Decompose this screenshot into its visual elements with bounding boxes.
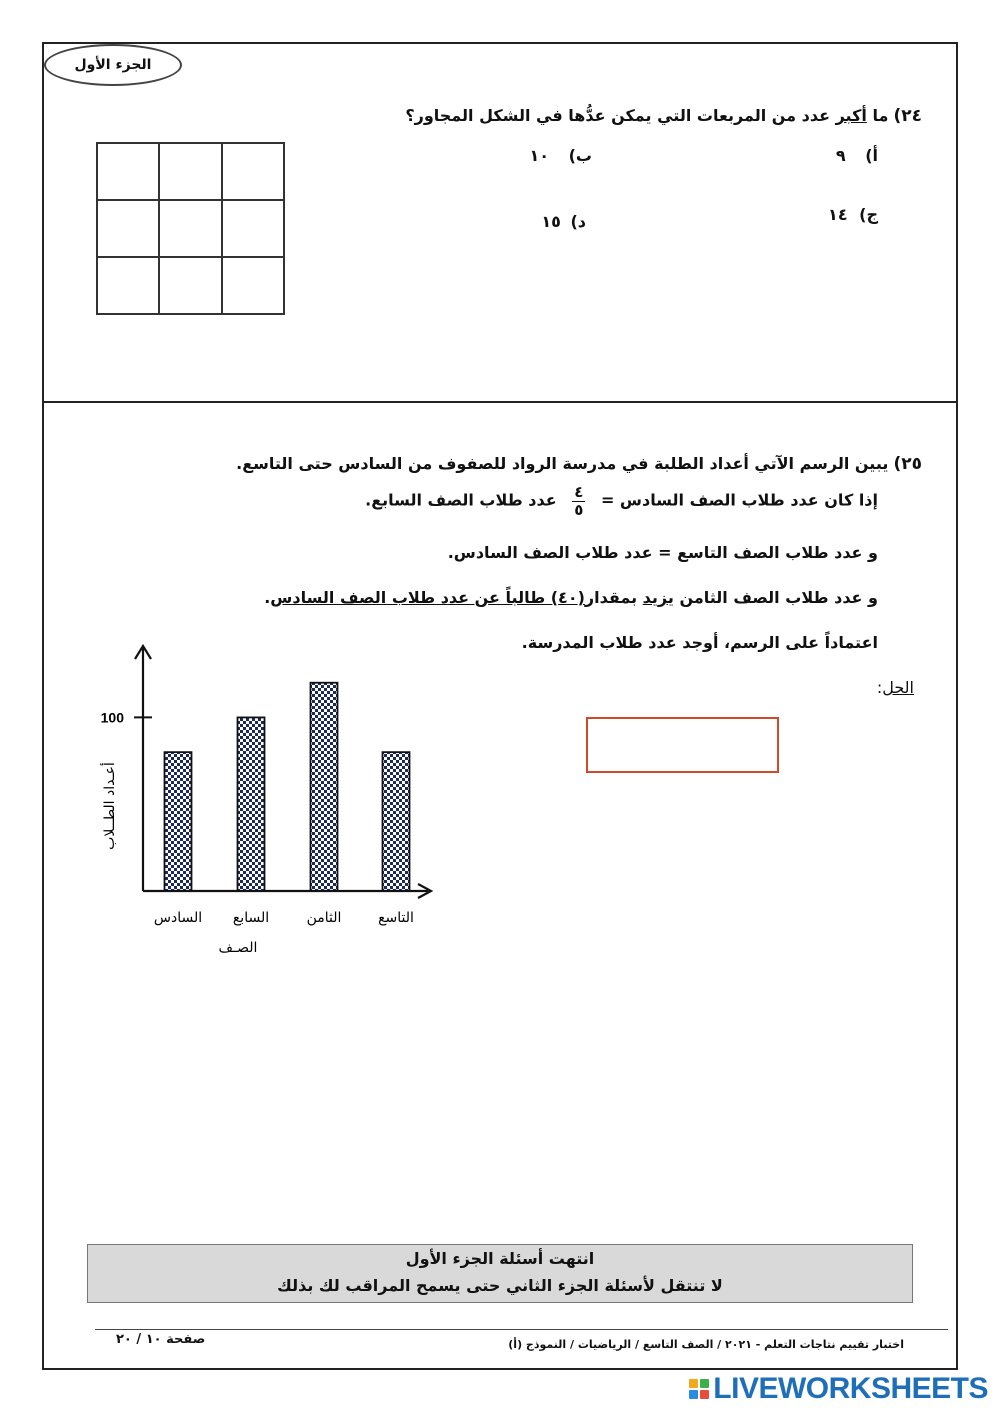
liveworksheets-logo xyxy=(689,1372,988,1406)
footer-rule xyxy=(95,1329,948,1330)
q25-line2-pre: إذا كان عدد طلاب الصف السادس = xyxy=(600,490,878,510)
y-axis-title: أعـداد الطــلاب xyxy=(102,762,118,850)
squares-grid-figure xyxy=(96,142,285,315)
q24-option-b-label: ب) xyxy=(568,146,592,165)
q25-line4-end: . xyxy=(264,588,271,607)
grid-cell xyxy=(159,257,221,314)
grid-cell xyxy=(97,143,159,200)
q25-line4-pre: و عدد طلاب الصف الثامن xyxy=(673,588,878,607)
q25-line5-text: اعتماداً على الرسم، أوجد عدد طلاب المدرسة. xyxy=(521,633,878,652)
q25-line2 xyxy=(365,484,878,518)
q24-option-d-value: ١٥ xyxy=(541,212,561,231)
q24-option-c-value: ١٤ xyxy=(828,205,848,224)
bar-4 xyxy=(383,752,410,891)
q24-option-b-value: ١٠ xyxy=(529,146,550,165)
solution-label-colon: : xyxy=(876,678,883,697)
bar-3 xyxy=(311,683,338,891)
x-tick-label: الثامن xyxy=(306,910,342,926)
q25-line4 xyxy=(264,588,878,607)
q24-option-c[interactable] xyxy=(828,205,878,224)
page-number xyxy=(116,1332,205,1347)
liveworksheets-logo-text: LIVEWORKSHEETS xyxy=(713,1372,988,1405)
q25-fraction-numerator: ٤ xyxy=(574,483,584,501)
q25-line4-underlined-1: يزيد xyxy=(642,588,674,607)
bar-2 xyxy=(238,717,265,891)
chart-bars xyxy=(165,683,410,891)
grid-cell xyxy=(97,257,159,314)
x-tick-label: السادس xyxy=(153,910,203,926)
q25-line4-mid: بمقدار xyxy=(584,588,643,607)
grid-cell xyxy=(222,143,284,200)
q25-fraction xyxy=(572,484,585,518)
q24-option-d-label: د) xyxy=(570,212,586,231)
y-tick-label: 100 xyxy=(100,709,124,726)
end-of-part-notice xyxy=(87,1244,913,1303)
x-tick-label: التاسع xyxy=(378,910,414,926)
q24-option-d[interactable] xyxy=(541,212,586,231)
q25-number: ٢٥) xyxy=(893,454,922,474)
q25-fraction-denominator: ٥ xyxy=(574,500,584,519)
q24-question xyxy=(405,106,922,126)
grid-cell xyxy=(222,257,284,314)
part-label xyxy=(44,44,182,86)
q25-line4-underlined-2: (٤٠) طالباً عن عدد طلاب الصف السادس xyxy=(270,588,585,607)
section-divider xyxy=(42,401,958,403)
x-tick-labels xyxy=(154,910,414,926)
grid-cell xyxy=(159,200,221,257)
q25-line2-post: عدد طلاب الصف السابع. xyxy=(365,490,557,510)
q25-line5 xyxy=(522,633,878,652)
q24-option-a-label: أ) xyxy=(865,146,878,165)
part-label-text: الجزء الأول xyxy=(74,57,152,73)
grid-cell xyxy=(159,143,221,200)
bar-1 xyxy=(165,752,192,891)
q25-line1 xyxy=(236,454,922,474)
grid-cell xyxy=(97,200,159,257)
y-ticks xyxy=(101,709,152,725)
q24-text-pre: ما xyxy=(866,106,889,125)
x-tick-label: السابع xyxy=(232,910,270,926)
x-axis-title: الصـف xyxy=(218,940,258,956)
end-notice-line2: لا تنتقل لأسئلة الجزء الثاني حتى يسمح المراقب لك بذلك xyxy=(277,1276,723,1295)
page-number-text: صفحة ١٠ / ٢٠ xyxy=(116,1332,206,1347)
students-bar-chart xyxy=(90,640,450,970)
grid-cell xyxy=(222,200,284,257)
q25-line3 xyxy=(448,543,878,562)
q24-option-a[interactable] xyxy=(836,146,878,165)
exam-footnote xyxy=(508,1338,904,1351)
q25-line1-text: يبين الرسم الآتي أعداد الطلبة في مدرسة الرواد للصفوف من السادس حتى التاسع. xyxy=(236,454,889,473)
liveworksheets-logo-icon xyxy=(689,1379,709,1399)
q24-number: ٢٤) xyxy=(893,106,922,126)
answer-input-box[interactable] xyxy=(586,717,779,773)
solution-label-text: الحل xyxy=(882,678,914,697)
q24-option-c-label: ج) xyxy=(859,205,878,224)
solution-label xyxy=(877,678,914,697)
q25-line3-text: و عدد طلاب الصف التاسع = عدد طلاب الصف السادس. xyxy=(447,543,878,562)
q24-text-post: عدد من المربعات التي يمكن عدُّها في الشكل المجاور؟ xyxy=(405,106,836,125)
q24-option-b[interactable] xyxy=(530,146,593,165)
end-notice-line1: انتهت أسئلة الجزء الأول xyxy=(405,1249,595,1268)
exam-footnote-text: اختبار تقييم نتاجات التعلم - ٢٠٢١ / الصف التاسع / الرياضيات / النموذج (أ) xyxy=(508,1338,904,1351)
q24-text-underlined: أكبر xyxy=(835,106,867,125)
q24-option-a-value: ٩ xyxy=(835,146,846,165)
